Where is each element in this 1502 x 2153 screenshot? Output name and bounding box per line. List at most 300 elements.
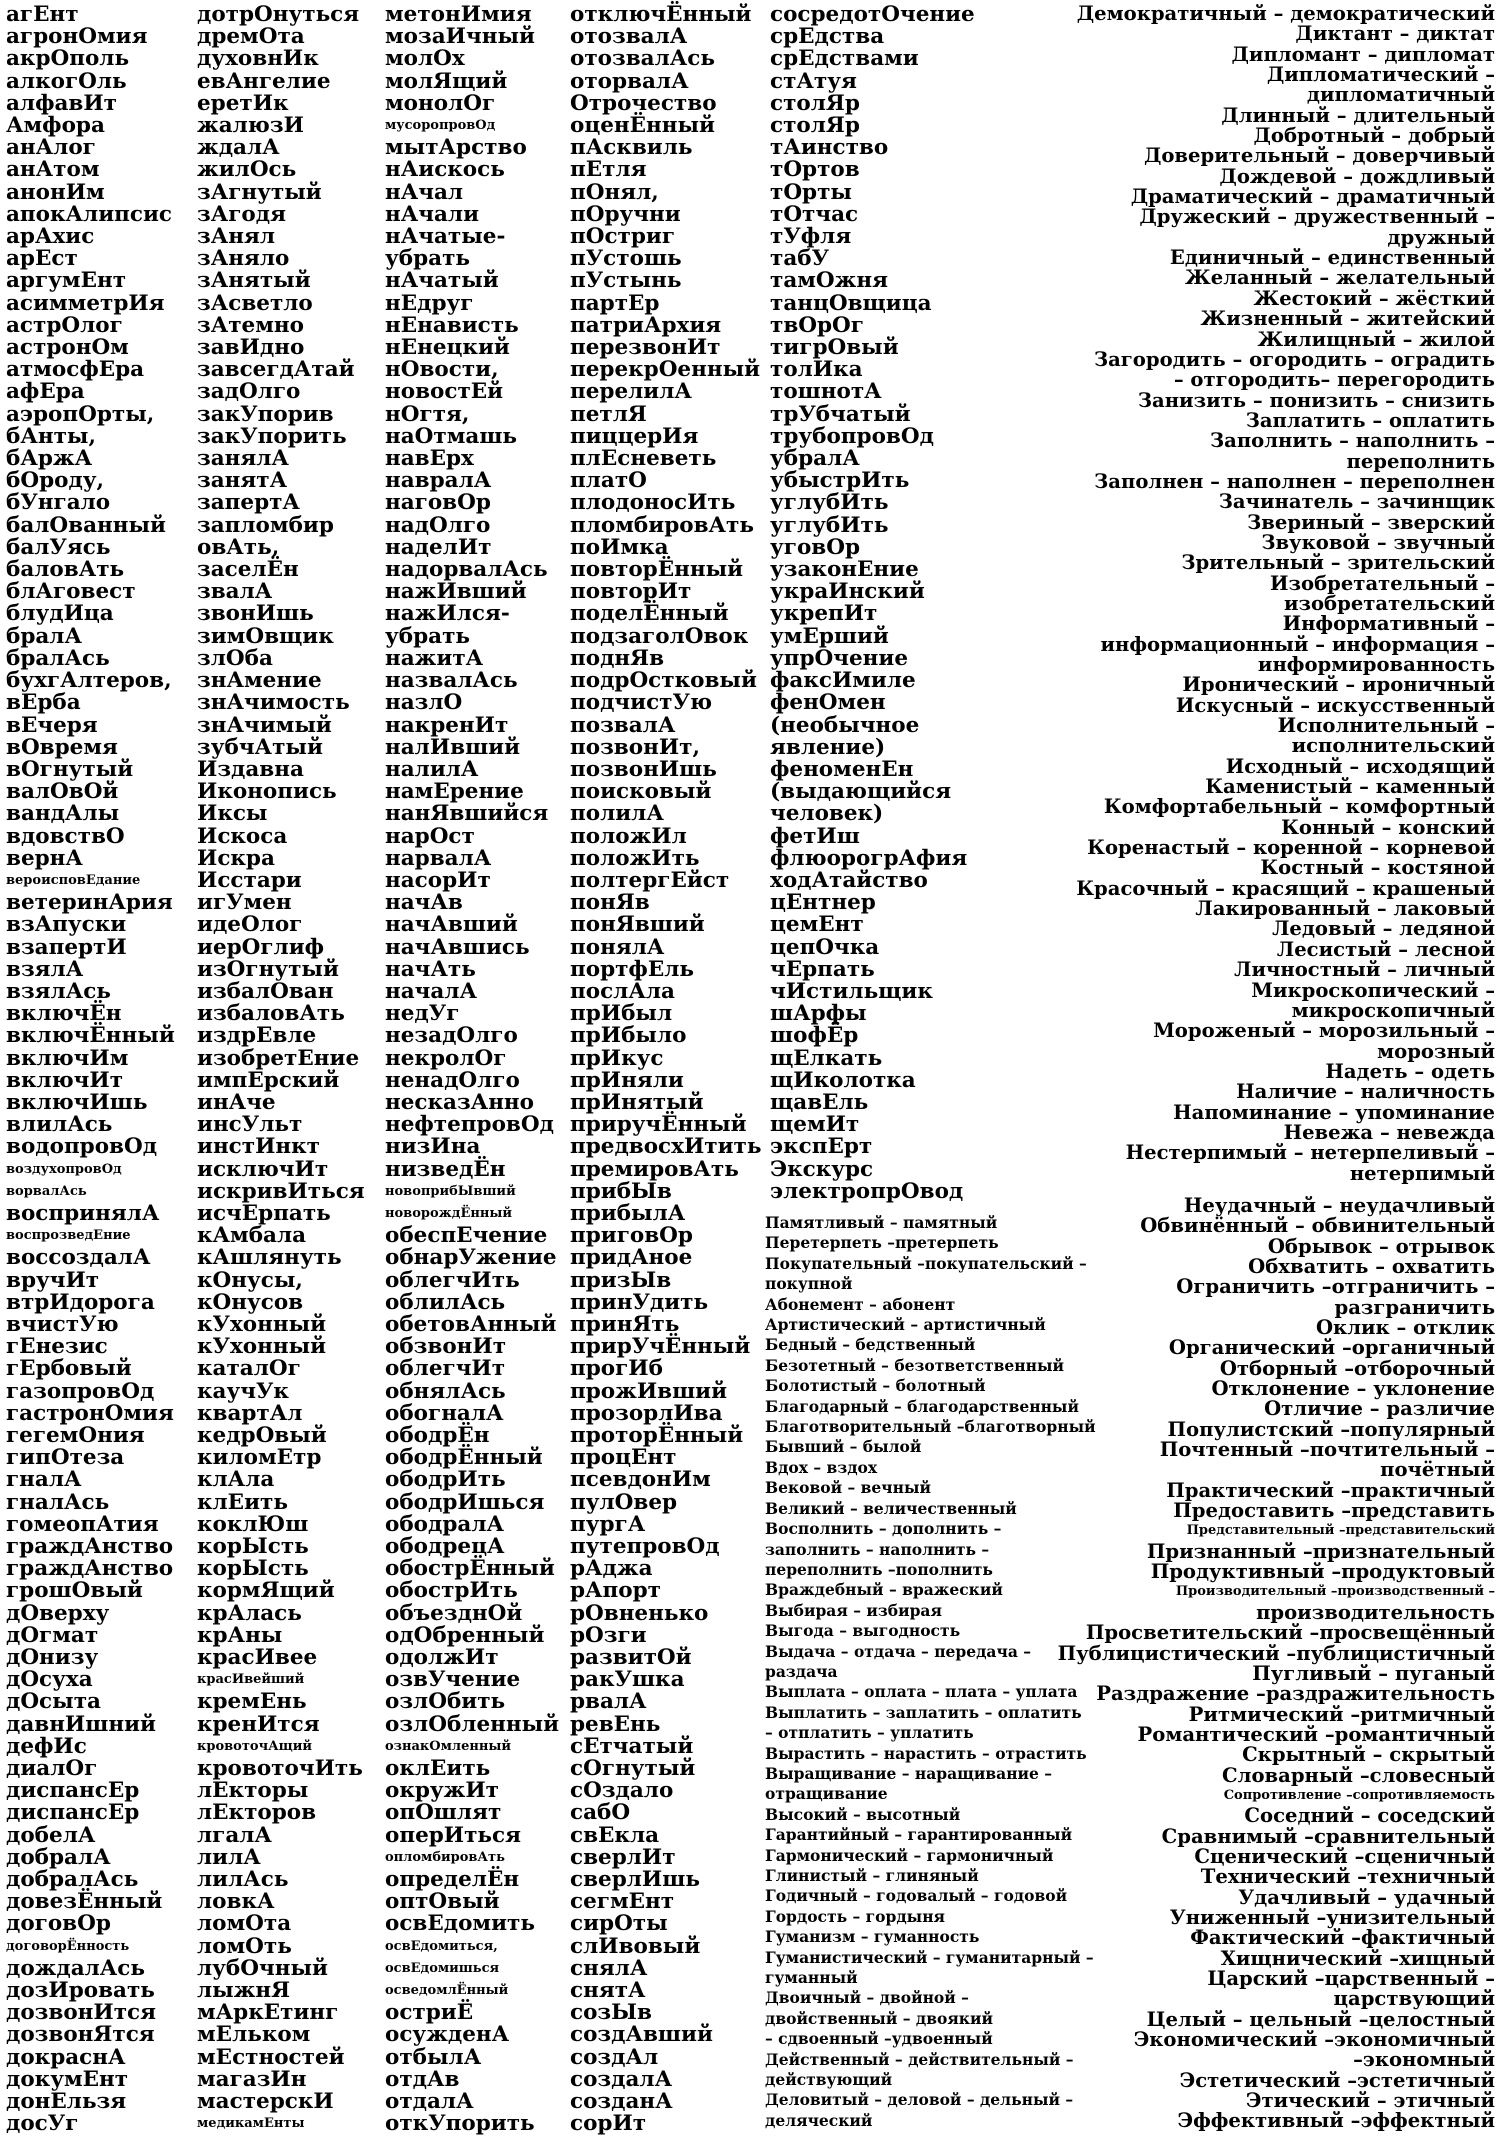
word-entry: царствующий xyxy=(1333,1987,1495,2011)
word-entry: арЕст xyxy=(6,246,78,272)
word-entry: инстИнкт xyxy=(197,1134,320,1160)
word-entry: прожИвший xyxy=(570,1378,728,1404)
word-entry: заселЁн xyxy=(197,557,299,583)
word-entry: ревЕнь xyxy=(570,1711,661,1737)
word-entry: молЯщий xyxy=(385,68,508,94)
word-entry: поисковый xyxy=(570,779,712,805)
word-entry: игУмен xyxy=(197,890,292,916)
word-entry: Технический –техничный xyxy=(1200,1865,1495,1889)
word-entry: ободрецА xyxy=(385,1534,505,1560)
word-entry: тАинство xyxy=(770,135,889,161)
word-entry: знАчимость xyxy=(197,690,350,716)
word-entry: шофЁр xyxy=(770,1023,859,1049)
word-entry: Исполнительный – xyxy=(1277,714,1495,738)
word-entry: убрать xyxy=(385,623,470,649)
word-entry: Дипломант – дипломат xyxy=(1231,42,1495,66)
word-entry: облегчИть xyxy=(385,1267,520,1293)
word-entry: добралАсь xyxy=(6,1867,139,1893)
word-entry: – отплатить – уплатить xyxy=(765,1723,974,1743)
word-entry: Обрывок – отрывок xyxy=(1267,1234,1495,1258)
word-entry: углубИть xyxy=(770,512,889,538)
word-entry: Целый – цельный –целостный xyxy=(1146,2007,1495,2031)
word-entry: Напоминание – упоминание xyxy=(1173,1100,1495,1124)
word-entry: кАшлянуть xyxy=(197,1245,342,1271)
word-entry: крАлась xyxy=(197,1600,302,1626)
word-entry: поделЁнный xyxy=(570,601,729,627)
word-entry: сверлИт xyxy=(570,1844,676,1870)
word-entry: дружный xyxy=(1387,225,1495,249)
word-entry: исключИт xyxy=(197,1156,329,1182)
word-entry: Отклонение – уклонение xyxy=(1211,1377,1495,1401)
word-entry: завсегдАтай xyxy=(197,357,355,383)
word-entry: развитОй xyxy=(570,1645,692,1671)
word-entry: убыстрИть xyxy=(770,468,910,494)
word-entry: навралА xyxy=(385,468,492,494)
word-entry: понялА xyxy=(570,934,665,960)
word-entry: пулОвер xyxy=(570,1489,678,1515)
word-entry: балОванный xyxy=(6,512,167,538)
word-entry: фенОмен xyxy=(770,690,886,716)
word-entry: включИт xyxy=(6,1067,124,1093)
word-entry: оптОвый xyxy=(385,1889,500,1915)
word-entry: понЯвший xyxy=(570,912,705,938)
word-entry: Лакированный – лаковый xyxy=(1195,897,1495,921)
word-entry: сорИт xyxy=(570,2111,647,2137)
word-entry: новорождЁнный xyxy=(385,1205,513,1221)
word-entry: прИбыло xyxy=(570,1023,687,1049)
word-entry: созЫв xyxy=(570,2000,652,2026)
word-entry: нажитА xyxy=(385,645,484,671)
word-entry: Зрительный – зрительский xyxy=(1181,551,1495,575)
word-entry: процЕнт xyxy=(570,1445,677,1471)
word-entry: добелА xyxy=(6,1822,96,1848)
word-entry: ободралА xyxy=(385,1511,504,1537)
word-entry: навЕрх xyxy=(385,446,474,472)
word-entry: клАла xyxy=(197,1467,275,1493)
word-entry: кормЯщий xyxy=(197,1578,335,1604)
word-entry: кОнусов xyxy=(197,1289,304,1315)
word-entry: табУ xyxy=(770,246,830,272)
word-entry: пУстынь xyxy=(570,268,682,294)
word-entry: освЕдомиться, xyxy=(385,1938,498,1954)
word-entry: наговОр xyxy=(385,490,491,516)
word-entry: Невежа – невежда xyxy=(1283,1120,1495,1144)
word-entry: низИна xyxy=(385,1134,481,1160)
word-entry: щемИт xyxy=(770,1112,860,1138)
word-entry: тамОжня xyxy=(770,268,888,294)
word-entry: подрОстковый xyxy=(570,668,757,694)
word-entry: гналАсь xyxy=(6,1489,110,1515)
word-entry: ходАтайство xyxy=(770,867,928,893)
word-entry: патриАрхия xyxy=(570,312,722,338)
word-entry: Вдох – вздох xyxy=(765,1457,878,1477)
word-entry: Ледовый – ледяной xyxy=(1272,917,1495,941)
word-entry: Эффективный –эффектный xyxy=(1177,2109,1495,2133)
word-entry: намЕрение xyxy=(385,779,524,805)
word-entry: предвосхИтить xyxy=(570,1134,762,1160)
word-entry: вероисповЕдание xyxy=(6,872,141,888)
word-entry: алкогОль xyxy=(6,68,127,94)
word-entry: Комфортабельный – комфортный xyxy=(1103,795,1495,819)
word-entry: кОнусы, xyxy=(197,1267,303,1293)
word-entry: рАджа xyxy=(570,1556,653,1582)
word-entry: информационный – информация – xyxy=(1100,632,1495,656)
word-entry: зАнял xyxy=(197,224,276,250)
word-column-3 xyxy=(385,4,565,2136)
word-entry: мАркЕтинг xyxy=(197,2000,339,2026)
word-entry: созданА xyxy=(570,2089,673,2115)
word-entry: евАнгелие xyxy=(197,68,331,94)
word-entry: пиццерИя xyxy=(570,423,699,449)
word-entry: осужденА xyxy=(385,2022,510,2048)
word-entry: отбылА xyxy=(385,2044,482,2070)
word-entry: ободрИшься xyxy=(385,1489,545,1515)
word-entry: красИвейший xyxy=(197,1672,305,1688)
word-entry: асимметрИя xyxy=(6,290,165,316)
word-entry: Жилищный – жилой xyxy=(1257,327,1495,351)
word-column-5 xyxy=(770,4,1040,1203)
word-entry: бАнты, xyxy=(6,423,96,449)
word-entry: трУбчатый xyxy=(770,401,911,427)
word-entry: создАл xyxy=(570,2044,659,2070)
word-entry: щавЕль xyxy=(770,1089,869,1115)
word-entry: Бедный – бедственный xyxy=(765,1335,976,1355)
word-entry: Амфора xyxy=(6,113,105,139)
word-entry: включЁнный xyxy=(6,1023,175,1049)
word-entry: Единичный – единственный xyxy=(1169,246,1495,270)
word-entry: Иксы xyxy=(197,801,268,827)
word-entry: срЕдства xyxy=(770,24,885,50)
word-entry: новостЕй xyxy=(385,379,504,405)
word-entry: низведЁн xyxy=(385,1156,506,1182)
word-entry: сОгнутый xyxy=(570,1756,696,1782)
word-entry: вручИт xyxy=(6,1267,100,1293)
word-entry: воздухопровОд xyxy=(6,1161,122,1177)
word-entry: пОручни xyxy=(570,201,681,227)
word-entry: лЕкторов xyxy=(197,1800,317,1826)
word-entry: рвалА xyxy=(570,1689,647,1715)
word-entry: двойственный – двоякий xyxy=(765,2008,993,2028)
word-entry: дефИс xyxy=(6,1733,87,1759)
word-entry: прогИб xyxy=(570,1356,663,1382)
word-entry: опОшлят xyxy=(385,1800,502,1826)
word-entry: позвонИт, xyxy=(570,734,700,760)
word-entry: (необычное xyxy=(770,712,920,738)
word-entry: тошнотА xyxy=(770,379,882,405)
word-entry: кедрОвый xyxy=(197,1423,327,1448)
word-entry: подзаголОвок xyxy=(570,623,749,649)
word-entry: Просветительский –просвещённый xyxy=(1085,1621,1495,1645)
word-entry: окружИт xyxy=(385,1778,500,1804)
word-entry: Демократичный – демократический xyxy=(1076,2,1495,25)
word-entry: дозИровать xyxy=(6,1978,155,2004)
word-entry: уговОр xyxy=(770,534,860,560)
word-entry: дОсыта xyxy=(6,1689,101,1715)
word-entry: позвалА xyxy=(570,712,676,738)
word-entry: вернА xyxy=(6,845,83,871)
word-entry: изОгнутый xyxy=(197,956,339,982)
word-entry: прозорлИва xyxy=(570,1400,723,1426)
word-entry: партЕр xyxy=(570,290,660,316)
word-entry: акрОполь xyxy=(6,46,130,72)
word-entry: взАпуски xyxy=(6,912,127,938)
word-entry: облегчИт xyxy=(385,1356,506,1382)
word-entry: оторвалА xyxy=(570,68,689,94)
word-entry: начАвшись xyxy=(385,934,530,960)
word-entry: портфЕль xyxy=(570,956,694,982)
word-entry: ободрЁн xyxy=(385,1423,490,1448)
word-entry: убрать xyxy=(385,246,470,272)
word-entry: отдалА xyxy=(385,2089,474,2115)
word-entry: кровоточИть xyxy=(197,1756,363,1782)
word-entry: Мороженый – морозильный – xyxy=(1153,1019,1495,1043)
word-entry: Деловитый – деловой – дельный – xyxy=(765,2090,1074,2110)
word-entry: валОвОй xyxy=(6,779,119,805)
word-entry: столЯр xyxy=(770,113,860,139)
word-entry: раздача xyxy=(765,1661,838,1681)
word-entry: гуманный xyxy=(765,1968,858,1988)
word-entry: Заполнен – наполнен – переполнен xyxy=(1094,469,1495,493)
word-column-2 xyxy=(197,4,377,2136)
word-entry: зубчАтый xyxy=(197,734,323,760)
word-entry: дождалАсь xyxy=(6,1955,145,1981)
word-entry: сирОты xyxy=(570,1911,668,1937)
word-entry: озвУчение xyxy=(385,1667,521,1693)
word-entry: нАчатые- xyxy=(385,224,506,250)
word-entry: Годичный – годовалый – годовой xyxy=(765,1886,1068,1906)
word-entry: нАискось xyxy=(385,157,505,183)
word-entry: свЕкла xyxy=(570,1822,660,1848)
word-entry: красИвее xyxy=(197,1645,318,1671)
word-entry: Царский –царственный – xyxy=(1207,1967,1495,1990)
word-entry: заполнить – наполнить – xyxy=(765,1539,990,1559)
word-entry: начАвший xyxy=(385,912,518,938)
word-entry: Наличие – наличность xyxy=(1236,1080,1495,1104)
word-entry: вЕрба xyxy=(6,690,81,716)
word-entry: Заплатить – оплатить xyxy=(1245,408,1495,432)
word-entry: плЕсневеть xyxy=(570,446,717,472)
word-entry: оперИться xyxy=(385,1822,521,1848)
word-entry: анонИм xyxy=(6,179,105,205)
word-entry: Отрочество xyxy=(570,90,717,116)
word-entry: явление) xyxy=(770,734,886,760)
word-entry: Этический – этичный xyxy=(1245,2089,1495,2113)
word-entry: зАтемно xyxy=(197,312,304,338)
word-entry: насорИт xyxy=(385,867,491,893)
word-entry: прибЫв xyxy=(570,1178,672,1204)
word-entry: магазИн xyxy=(197,2066,307,2092)
word-entry: Хищнический –хищный xyxy=(1220,1946,1495,1970)
word-entry: вОвремя xyxy=(6,734,118,760)
word-entry: некролОг xyxy=(385,1045,507,1071)
word-entry: Отличие – различие xyxy=(1264,1397,1495,1421)
word-entry: лгалА xyxy=(197,1822,272,1848)
word-entry: производительность xyxy=(1256,1600,1495,1624)
word-entry: дипломатичный xyxy=(1306,83,1495,107)
word-entry: бралАсь xyxy=(6,645,110,671)
word-entry: петлЯ xyxy=(570,401,647,427)
word-entry: грошОвый xyxy=(6,1578,143,1604)
word-entry: псевдонИм xyxy=(570,1467,711,1493)
word-entry: Ограничить –отграничить – xyxy=(1176,1275,1495,1299)
word-entry: Дипломатический – xyxy=(1266,63,1495,87)
word-entry: дозвонЯтся xyxy=(6,2022,155,2048)
word-entry: дОгмат xyxy=(6,1622,99,1648)
word-entry: мЕстностей xyxy=(197,2044,345,2070)
word-entry: Личностный – личный xyxy=(1234,958,1495,982)
word-entry: фетИш xyxy=(770,823,860,849)
word-entry: Нестерпимый – нетерпеливый – xyxy=(1125,1141,1495,1165)
word-entry: лыжнЯ xyxy=(197,1978,291,2004)
word-entry: освЕдомить xyxy=(385,1911,535,1937)
word-entry: изобретЕние xyxy=(197,1045,360,1071)
word-entry: отращивание xyxy=(765,1784,888,1804)
word-entry: Загородить – огородить – оградить xyxy=(1093,347,1495,371)
word-entry: феноменЕн xyxy=(770,756,914,782)
word-entry: водопровОд xyxy=(6,1134,158,1160)
word-entry: вдовствО xyxy=(6,823,125,849)
word-entry: Двоичный – двойной – xyxy=(765,1988,969,2008)
word-entry: (выдающийся xyxy=(770,779,952,805)
word-entry: разграничить xyxy=(1334,1295,1495,1319)
word-entry: Действенный – действительный – xyxy=(765,2049,1074,2069)
word-entry: Представительный –представительский xyxy=(1186,1523,1495,1539)
word-entry: кремЕнь xyxy=(197,1689,307,1715)
word-entry: Эстетический –эстетичный xyxy=(1179,2068,1495,2092)
word-entry: апокАлипсис xyxy=(6,201,173,227)
word-entry: граждАнство xyxy=(6,1534,174,1560)
word-entry: Зачинатель – зачинщик xyxy=(1218,490,1495,514)
word-entry: Глинистый – глиняный xyxy=(765,1866,979,1885)
word-entry: Исходный – исходящий xyxy=(1225,754,1495,778)
word-entry: анАтом xyxy=(6,157,100,183)
word-entry: запломбир xyxy=(197,512,334,538)
word-entry: агЕнт xyxy=(6,2,79,27)
word-entry: Гордость – гордыня xyxy=(765,1906,945,1926)
word-entry: зимОвщик xyxy=(197,623,334,649)
word-entry: бУнгало xyxy=(6,490,111,516)
word-entry: цЕнтнер xyxy=(770,890,876,916)
word-entry: толИка xyxy=(770,357,863,383)
word-entry: корЫсть xyxy=(197,1556,309,1582)
word-entry: докраснА xyxy=(6,2044,126,2070)
word-entry: астронОм xyxy=(6,335,129,361)
word-entry: кровоточАщий xyxy=(197,1738,313,1754)
word-entry: зАсветло xyxy=(197,290,313,316)
word-entry: зАнятый xyxy=(197,268,311,294)
word-entry: экспЕрт xyxy=(770,1134,873,1160)
word-entry: Исстари xyxy=(197,867,302,893)
word-entry: Неудачный – неудачливый xyxy=(1183,1193,1495,1217)
word-entry: Доверительный – доверчивый xyxy=(1143,144,1495,168)
word-entry: анАлог xyxy=(6,135,96,161)
word-entry: звалА xyxy=(197,579,273,605)
word-entry: озлОбленный xyxy=(385,1711,560,1737)
word-entry: прибылА xyxy=(570,1200,686,1226)
word-entry: – сдвоенный –удвоенный xyxy=(765,2029,993,2049)
word-entry: переполнить xyxy=(1346,449,1495,473)
word-entry: послАла xyxy=(570,978,675,1004)
word-entry: иерОглиф xyxy=(197,934,325,960)
word-entry: создалА xyxy=(570,2066,673,2092)
word-entry: ознакОмленный xyxy=(385,1738,512,1754)
word-entry: оценЁнный xyxy=(570,113,715,139)
word-entry: астрОлог xyxy=(6,312,123,338)
word-entry: морозный xyxy=(1377,1039,1495,1063)
word-entry: Искра xyxy=(197,845,275,871)
word-entry: остриЁ xyxy=(385,2000,474,2026)
word-entry: Гуманизм – гуманность xyxy=(765,1927,980,1947)
word-entry: знАмение xyxy=(197,668,322,694)
word-entry: втрИдорога xyxy=(6,1289,155,1315)
word-entry: занятА xyxy=(197,468,288,494)
word-entry: лЕкторы xyxy=(197,1778,309,1804)
word-entry: кренИтся xyxy=(197,1711,320,1737)
word-entry: звонИшь xyxy=(197,601,314,627)
word-entry: нетерпимый xyxy=(1349,1161,1495,1185)
word-entry: Сравнимый –сравнительный xyxy=(1161,1824,1495,1848)
word-entry: занялА xyxy=(197,446,289,472)
word-entry: Отборный –отборочный xyxy=(1219,1356,1495,1380)
word-entry: договорЁнность xyxy=(6,1938,130,1954)
word-entry: Великий – величественный xyxy=(765,1498,1017,1518)
word-entry: Сопротивление –сопротивляемость xyxy=(1223,1787,1495,1803)
word-entry: обнялАсь xyxy=(385,1378,506,1404)
word-entry: Выгода – выгодность xyxy=(765,1621,961,1641)
word-entry: дотрОнуться xyxy=(197,2,360,27)
word-entry: ободрИть xyxy=(385,1467,506,1493)
word-entry: нЕдруг xyxy=(385,290,474,316)
word-entry: Искусный – искусственный xyxy=(1175,693,1495,717)
word-entry: углубИть xyxy=(770,490,889,516)
word-entry: Органический –органичный xyxy=(1168,1336,1495,1360)
word-entry: призЫв xyxy=(570,1267,672,1293)
word-entry: одолжИт xyxy=(385,1645,499,1671)
word-entry: ловкА xyxy=(197,1889,275,1915)
word-entry: вЕчеря xyxy=(6,712,98,738)
word-entry: балУясь xyxy=(6,534,111,560)
word-entry: Оклик – отклик xyxy=(1315,1316,1495,1339)
word-entry: обеспЕчение xyxy=(385,1223,548,1249)
word-entry: нАчал xyxy=(385,179,464,205)
word-entry: Бывший – былой xyxy=(765,1437,922,1457)
word-entry: ветеринАрия xyxy=(6,890,173,916)
word-entry: Униженный –унизительный xyxy=(1169,1905,1495,1929)
word-entry: опломбировАть xyxy=(385,1849,505,1865)
word-entry: одОбренный xyxy=(385,1622,545,1648)
word-entry: снятА xyxy=(570,1978,646,2004)
word-entry: украИнский xyxy=(770,579,925,605)
word-entry: ждалА xyxy=(197,135,280,161)
word-entry: пАсквиль xyxy=(570,135,693,161)
word-entry: кАмбала xyxy=(197,1223,307,1249)
word-entry: Выращивание – наращивание – xyxy=(765,1763,1053,1783)
word-entry: тУфля xyxy=(770,224,852,250)
word-entry: понЯв xyxy=(570,890,650,916)
word-entry: упрОчение xyxy=(770,645,909,671)
word-entry: премировАть xyxy=(570,1156,739,1182)
word-entry: обзвонИт xyxy=(385,1334,507,1360)
word-entry: пОстриг xyxy=(570,224,676,250)
word-entry: наОтмашь xyxy=(385,423,518,449)
word-entry: действующий xyxy=(765,2070,893,2090)
word-entry: идеОлог xyxy=(197,912,303,938)
word-entry: инсУльт xyxy=(197,1112,303,1138)
word-entry: налилА xyxy=(385,756,479,782)
word-entry: Восполнить – дополнить – xyxy=(765,1519,1002,1539)
word-entry: воссоздалА xyxy=(6,1245,151,1271)
word-entry: флюорогрАфия xyxy=(770,845,968,871)
